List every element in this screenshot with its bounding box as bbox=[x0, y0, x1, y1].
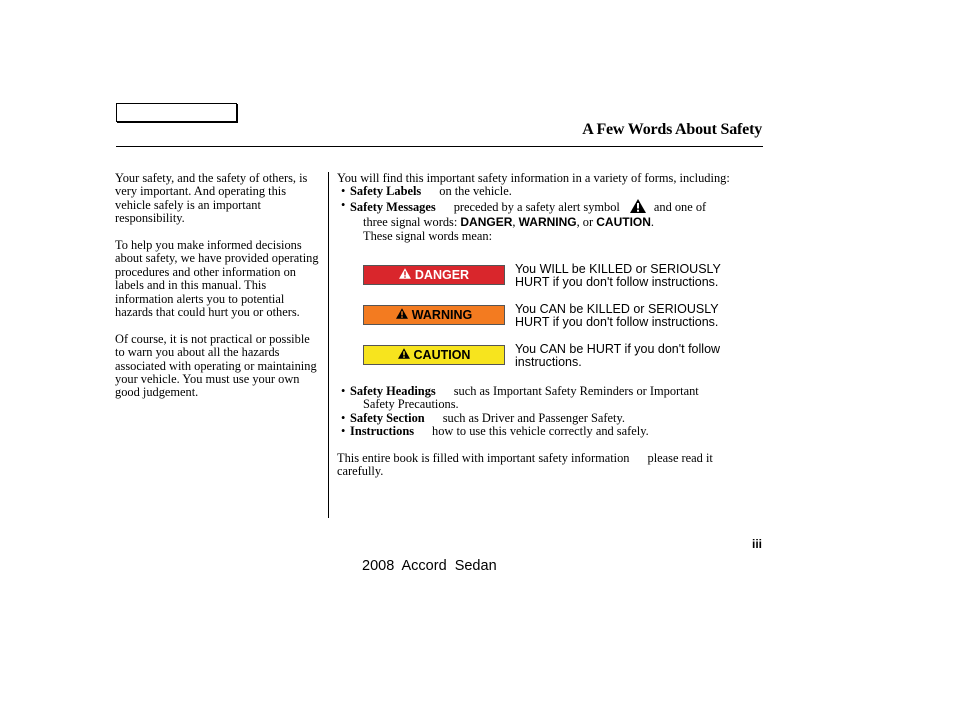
signal-word-warning: WARNING bbox=[518, 215, 577, 230]
term: Instructions bbox=[350, 424, 415, 439]
warning-triangle-icon bbox=[399, 268, 411, 282]
list-item-safety-headings bbox=[337, 385, 757, 398]
footer-model: 2008 Accord Sedan bbox=[362, 558, 497, 574]
item-text: preceded by a safety alert symbol bbox=[453, 199, 620, 214]
intro-paragraph: You will find this important safety information in a variety of forms, including: bbox=[337, 171, 730, 185]
paragraph: Of course, it is not practical or possible to warn you about all the hazards associated with operating or maintaining your vehicle. You must use your own good judgement. bbox=[115, 331, 317, 400]
bullet: • bbox=[341, 184, 346, 199]
list-item-continuation: Safety Precautions. bbox=[363, 397, 459, 412]
term: Safety Messages bbox=[350, 199, 436, 214]
signal-description: You CAN be HURT if you don't follow instructions. bbox=[515, 342, 721, 370]
right-column-lower bbox=[337, 385, 757, 479]
signal-word-caution: CAUTION bbox=[596, 215, 651, 230]
closing-paragraph: This entire book is filled with important safety information please read it carefully. bbox=[337, 451, 713, 479]
list-item-safety-messages bbox=[337, 199, 757, 216]
bullet: • bbox=[341, 197, 346, 212]
paragraph: To help you make informed decisions about safety, we have provided operating procedures and other information on labels and in this manual. This information alerts you to potential hazards that could hurt you or others. bbox=[115, 238, 319, 320]
list-item-safety-section bbox=[337, 412, 757, 425]
list-item-safety-labels bbox=[337, 185, 757, 198]
warning-triangle-icon bbox=[630, 199, 646, 216]
paragraph: Your safety, and the safety of others, is very important. And operating this vehicle safely is an important responsibility. bbox=[115, 171, 308, 226]
section-nav-box[interactable] bbox=[116, 103, 237, 122]
term: Safety Labels bbox=[350, 184, 422, 199]
title-divider bbox=[116, 146, 763, 147]
bullet: • bbox=[341, 424, 346, 439]
warning-triangle-icon bbox=[396, 308, 408, 322]
item-text: and one of bbox=[653, 199, 707, 214]
signal-word-danger: DANGER bbox=[460, 215, 513, 230]
bullet: • bbox=[341, 384, 346, 398]
column-divider bbox=[328, 172, 329, 518]
page-number: iii bbox=[751, 537, 762, 551]
list-item-instructions bbox=[337, 425, 757, 438]
signal-words-intro: These signal words mean: bbox=[363, 228, 493, 243]
item-text: how to use this vehicle correctly and safely. bbox=[432, 424, 649, 439]
term: Safety Headings bbox=[350, 384, 436, 398]
item-text: such as Important Safety Reminders or Important bbox=[453, 384, 699, 398]
right-column bbox=[337, 172, 757, 243]
signal-words-line: three signal words: DANGER, WARNING, or CAUTION. bbox=[363, 215, 655, 230]
signal-description: You WILL be KILLED or SERIOUSLY HURT if you don't follow instructions. bbox=[515, 262, 721, 290]
bullet: • bbox=[341, 410, 346, 425]
page-title: A Few Words About Safety bbox=[582, 121, 762, 138]
warning-triangle-icon bbox=[398, 348, 410, 362]
caution-label: CAUTION bbox=[363, 345, 505, 365]
signal-description: You CAN be KILLED or SERIOUSLY HURT if you don't follow instructions. bbox=[515, 302, 719, 330]
signal-row-danger bbox=[363, 263, 763, 293]
term: Safety Section bbox=[350, 410, 425, 425]
warning-label: WARNING bbox=[363, 305, 505, 325]
item-text: such as Driver and Passenger Safety. bbox=[442, 410, 625, 425]
danger-label: DANGER bbox=[363, 265, 505, 285]
signal-row-caution bbox=[363, 343, 763, 373]
signal-row-warning bbox=[363, 303, 763, 333]
left-column bbox=[115, 172, 320, 413]
item-text: on the vehicle. bbox=[439, 184, 512, 199]
